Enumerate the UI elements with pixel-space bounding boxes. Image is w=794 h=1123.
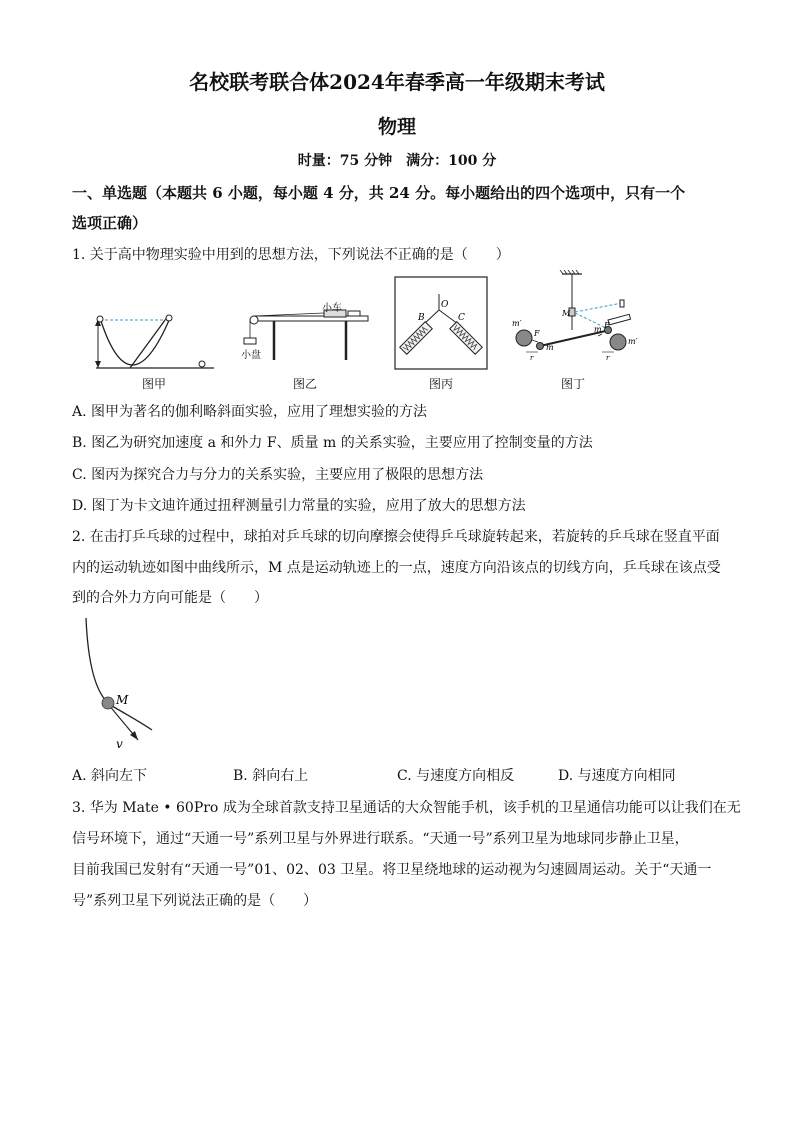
q3-line1: 3. 华为 Mate • 60Pro 成为全球首款支持卫星通话的大众智能手机，该手机的卫星通信功能可以让我们在无 — [72, 800, 741, 816]
figure-ding — [510, 270, 640, 368]
label-r-left: r — [530, 354, 534, 362]
label-r-right: r — [606, 354, 610, 362]
figure-q2-trajectory — [78, 616, 168, 752]
q2-option-b: B. 斜向右上 — [233, 768, 309, 784]
q2-line2: 内的运动轨迹如图中曲线所示，M 点是运动轨迹上的一点，速度方向沿该点的切线方向，乒乓球在该点受 — [72, 560, 721, 576]
q1-option-b: B. 图乙为研究加速度 a 和外力 F、质量 m 的关系实验，主要应用了控制变量的方法 — [72, 435, 593, 451]
time-label: 时量：75 分钟 — [297, 153, 393, 169]
q1-option-d: D. 图丁为卡文迪许通过扭秤测量引力常量的实验，应用了放大的思想方法 — [72, 498, 526, 514]
section-heading-line1: 一、单选题（本题共 6 小题，每小题 4 分，共 24 分。每小题给出的四个选项中，只有一个 — [72, 184, 686, 202]
label-mp-right: m′ — [628, 337, 638, 346]
label-cart: 小车 — [322, 303, 342, 314]
caption-ding: 图丁 — [560, 377, 585, 391]
figure-jia — [90, 302, 220, 372]
label-F-left: F — [534, 329, 540, 338]
subject-title: 物理 — [377, 116, 416, 138]
label-m-right: m — [594, 325, 602, 334]
q2-line3: 到的合外力方向可能是（ ） — [72, 590, 268, 606]
q1-stem: 1. 关于高中物理实验中用到的思想方法，下列说法不正确的是（ ） — [72, 247, 510, 263]
label-tray: 小盘 — [241, 350, 261, 361]
label-m-left: m — [546, 343, 554, 352]
label-C: C — [458, 313, 465, 323]
score-label: 满分：100 分 — [406, 153, 497, 169]
q2-option-a: A. 斜向左下 — [72, 768, 148, 784]
figure-bing — [394, 276, 488, 370]
q3-line4: 号”系列卫星下列说法正确的是（ ） — [72, 893, 318, 909]
section-heading-line2: 选项正确） — [72, 214, 148, 232]
exam-info — [0, 150, 794, 170]
label-B: B — [418, 313, 425, 323]
label-mp-left: m′ — [512, 319, 522, 328]
q1-option-c: C. 图丙为探究合力与分力的关系实验，主要应用了极限的思想方法 — [72, 467, 484, 483]
caption-jia: 图甲 — [141, 377, 166, 391]
label-M: M — [562, 309, 571, 318]
q3-line2: 信号环境下，通过“天通一号”系列卫星与外界进行联系。“天通一号”系列卫星为地球同步静止卫星， — [72, 831, 689, 847]
exam-title: 名校联考联合体2024年春季高一年级期末考试 — [189, 70, 605, 94]
label-O: O — [441, 300, 449, 310]
q1-option-a: A. 图甲为著名的伽利略斜面实验，应用了理想实验的方法 — [72, 404, 428, 420]
q2-line1: 2. 在击打乒乓球的过程中，球拍对乒乓球的切向摩擦会使得乒乓球旋转起来，若旋转的乒乓球在竖直平面 — [72, 529, 720, 545]
label-q2-v: v — [116, 737, 123, 751]
q2-option-d: D. 与速度方向相同 — [558, 768, 676, 784]
caption-yi: 图乙 — [292, 377, 317, 391]
caption-bing: 图丙 — [428, 377, 453, 391]
q3-line3: 目前我国已发射有“天通一号”01、02、03 卫星。将卫星绕地球的运动视为匀速圆周运动。关于“天通一 — [72, 862, 712, 878]
label-q2-M: M — [116, 693, 129, 707]
q2-option-c: C. 与速度方向相反 — [397, 768, 515, 784]
label-F-right: F — [604, 321, 610, 330]
